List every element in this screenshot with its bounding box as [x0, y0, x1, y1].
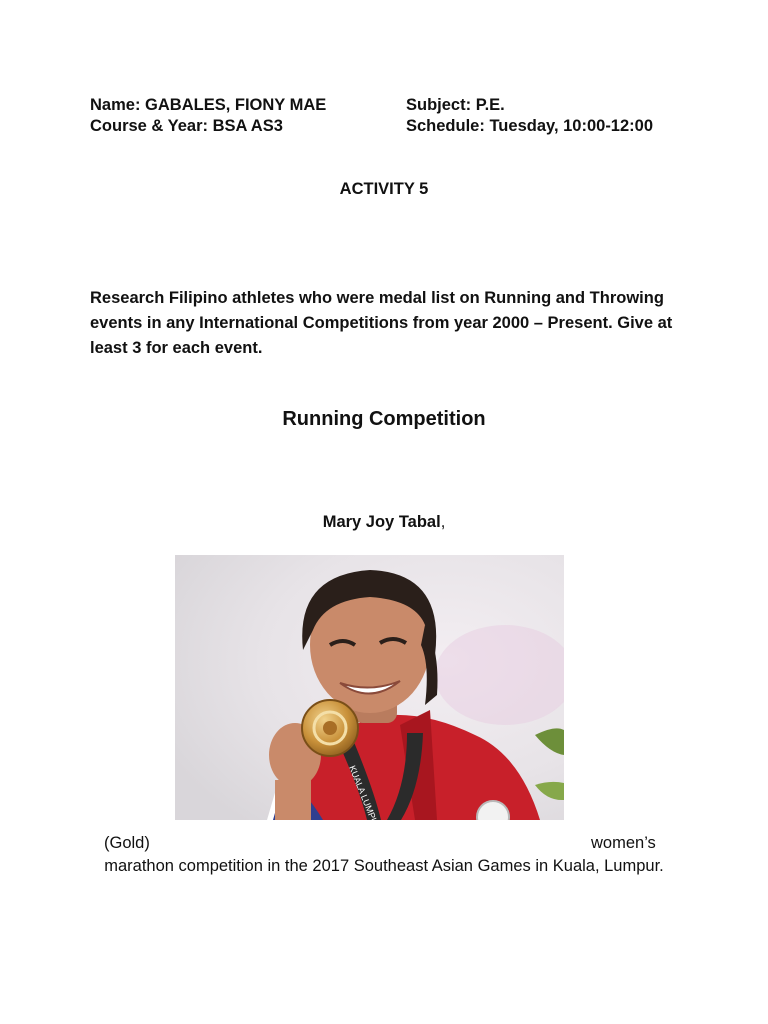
caption-medal: (Gold) [104, 834, 150, 852]
student-name-field [90, 94, 326, 116]
wrist [275, 780, 311, 820]
caption-description: marathon competition in the 2017 Southeast Asian Games in Kuala, Lumpur. [104, 857, 664, 875]
subject-label: Subject: [406, 96, 472, 114]
athlete-photo-illustration [175, 555, 564, 820]
schedule-label: Schedule: [406, 117, 485, 135]
subject-value: P.E. [475, 96, 505, 114]
athlete-name-line [0, 513, 768, 532]
section-heading: Running Competition [282, 408, 486, 430]
name-value: GABALES, FIONY MAE [145, 96, 327, 114]
name-label: Name: [90, 96, 141, 114]
athlete-name: Mary Joy Tabal [322, 513, 441, 531]
lanyard-text: KUALA LUMPUR [347, 764, 383, 820]
instructions-paragraph: Research Filipino athletes who were medal list on Running and Throwing events in any International Competitions from year 2000 – Present. Give at least 3 for each event. [90, 289, 673, 357]
medal-center [323, 721, 337, 735]
subject-field [406, 94, 505, 116]
schedule-value: Tuesday, 10:00-12:00 [489, 117, 654, 135]
activity-title: ACTIVITY 5 [339, 180, 429, 198]
course-label: Course & Year: [90, 117, 208, 135]
caption-event-word: women’s [591, 834, 656, 852]
course-value: BSA AS3 [212, 117, 283, 135]
athlete-name-suffix: , [440, 513, 446, 531]
schedule-field [406, 115, 653, 137]
athlete-photo [175, 555, 564, 820]
course-year-field [90, 115, 283, 137]
